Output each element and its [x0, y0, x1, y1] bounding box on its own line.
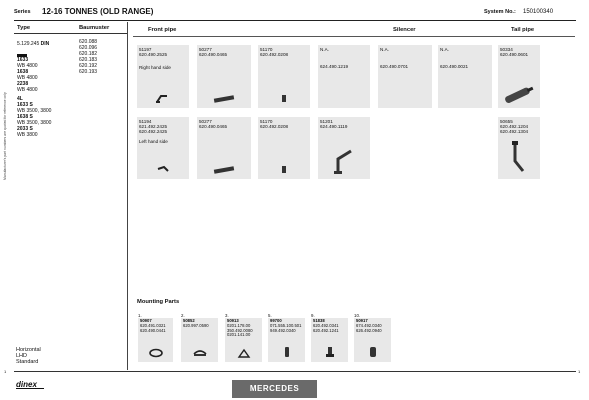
- position-note: Right hand side: [139, 65, 171, 71]
- mount-card-50917[interactable]: [354, 318, 391, 362]
- part-card-51197[interactable]: [137, 45, 189, 108]
- bm-3: 620.182: [79, 51, 98, 57]
- part-card-na-2[interactable]: [378, 45, 432, 108]
- part-number: 51170: [260, 119, 273, 124]
- type-list-1: [17, 57, 38, 93]
- reference-note: Manufacturer's part numbers are quoted for reference only: [3, 92, 7, 180]
- part-card-50334[interactable]: [498, 45, 540, 108]
- oem-line: 620.492.1241: [313, 327, 339, 333]
- oem-number: 620.492.0208: [260, 124, 289, 130]
- part-number: 51194: [139, 119, 152, 124]
- oem-line: 071.555.100.501: [270, 322, 302, 328]
- mount-card-50852[interactable]: [181, 318, 218, 362]
- part-card-50277-b[interactable]: [197, 117, 251, 179]
- part-number: 51170: [260, 47, 273, 52]
- part-number: 51838: [313, 318, 325, 323]
- part-number: 50852: [183, 318, 195, 323]
- type-1633s: 1633 S: [17, 102, 33, 108]
- oem-line: 0201.178.00: [227, 322, 251, 328]
- part-card-na-3[interactable]: [438, 45, 492, 108]
- mount-icon: [368, 346, 378, 358]
- front-pipe-icon: [155, 92, 171, 104]
- left-rule: [14, 33, 127, 34]
- oem-line: 620.491.0321: [140, 322, 166, 328]
- oem-line: 620.492.0341: [313, 322, 339, 328]
- oem-number: 620.490.0601: [500, 52, 529, 58]
- part-number: 50334: [500, 47, 513, 52]
- dinex-logo: [14, 378, 48, 390]
- gasket-icon: [237, 348, 251, 358]
- page-number-left: 1: [4, 369, 7, 374]
- bm-5: 620.192: [79, 63, 98, 69]
- system-number: 150100340: [523, 9, 554, 15]
- oem-number: 624.490.1119: [320, 124, 348, 130]
- part-number: N.A.: [380, 47, 389, 52]
- oem-line: 674.492.0340: [356, 322, 382, 328]
- part-card-51170-b[interactable]: [258, 117, 310, 179]
- part-card-51194[interactable]: [137, 117, 189, 179]
- page-header: [14, 5, 576, 21]
- config-labels: [16, 347, 41, 365]
- clamp-icon: [280, 165, 288, 175]
- oem-number: 620.490.0701: [380, 64, 409, 70]
- series-title: 12-16 TONNES (OLD RANGE): [42, 7, 154, 16]
- bent-pipe-icon: [333, 147, 355, 175]
- type-1638: 1638: [17, 69, 29, 75]
- mount-index: 1.: [138, 313, 142, 318]
- part-number: 99700: [270, 318, 282, 323]
- type-list-2: [17, 96, 51, 138]
- flange-icon: [212, 163, 236, 175]
- bm-6: 620.193: [79, 69, 98, 75]
- system-label: System No.:: [484, 9, 516, 15]
- part-card-na-1[interactable]: [318, 45, 370, 108]
- mount-index: 3.: [225, 313, 229, 318]
- mount-index: 2.: [181, 313, 185, 318]
- orientation-label: Horizontal: [16, 347, 41, 353]
- tail-pipe-header: Tail pipe: [511, 27, 535, 33]
- part-number: 50907: [140, 318, 152, 323]
- ring-icon: [148, 348, 164, 358]
- brand-label: MERCEDES: [232, 380, 317, 398]
- page-number-right: 1: [578, 369, 581, 374]
- part-card-50277[interactable]: [197, 45, 251, 108]
- oem-number: 620.492.0208: [260, 52, 289, 58]
- silencer-icon: [502, 84, 536, 104]
- oem-number: 620.490.2525: [139, 52, 168, 58]
- series-label: Series: [14, 9, 31, 15]
- engine-code-value: 5.129.245: [17, 41, 40, 47]
- footer-rule: [14, 371, 576, 372]
- type-2033s-wb: WB 3800: [17, 132, 38, 138]
- type-2033s: 2033 S: [17, 126, 33, 132]
- type-1638-wb: WB 4800: [17, 75, 38, 81]
- part-number: N.A.: [320, 47, 329, 52]
- engine-code: [17, 41, 49, 47]
- mount-index: 5.: [268, 313, 272, 318]
- oem-number: 620.490.0465: [199, 52, 228, 58]
- type-1633: 1633: [17, 57, 29, 63]
- mount-card-51838[interactable]: [311, 318, 348, 362]
- type-header: Type: [17, 25, 31, 31]
- type-1633-wb: WB 4800: [17, 63, 38, 69]
- oem-number-2: 620.492.1304: [500, 129, 529, 135]
- baumuster-list: [79, 39, 97, 75]
- oem-line: 620.490.0441: [140, 327, 166, 333]
- oem-number: 620.492.1204: [500, 124, 529, 130]
- bm-2: 620.096: [79, 45, 98, 51]
- bm-1: 620.088: [79, 39, 98, 45]
- type-1638s: 1638 S: [17, 114, 33, 120]
- oem-line: 626.492.0940: [356, 327, 382, 333]
- mount-card-50913[interactable]: [225, 318, 262, 362]
- logo-text: dinex: [16, 380, 37, 389]
- type-1633s-wb: WB 3500, 3800: [17, 108, 52, 114]
- part-card-51170[interactable]: [258, 45, 310, 108]
- clamp-icon: [280, 94, 288, 104]
- part-number: 50913: [227, 318, 239, 323]
- header-rule: [14, 20, 576, 21]
- part-number: 50917: [356, 318, 368, 323]
- front-pipe-icon: [156, 163, 170, 175]
- oem-number: 620.490.0021: [440, 64, 469, 70]
- spec-label: Standard: [16, 359, 39, 365]
- oem-number: 621.492.2425: [139, 124, 168, 130]
- bm-4: 620.183: [79, 57, 98, 63]
- bolt-icon: [283, 346, 291, 358]
- part-card-50655[interactable]: [498, 117, 540, 179]
- oem-number-2: 620.492.2425: [139, 129, 168, 135]
- oem-line: 350.492.0080: [227, 327, 253, 333]
- part-number: 51197: [139, 47, 152, 52]
- part-number: 50277: [199, 47, 212, 52]
- type-1638s-wb: WB 3500, 3800: [17, 120, 52, 126]
- mounting-parts-title: Mounting Parts: [137, 299, 180, 305]
- clamp-icon: [192, 348, 208, 358]
- flange-icon: [212, 92, 236, 104]
- part-number: N.A.: [440, 47, 449, 52]
- drive-label: LHD: [16, 353, 28, 359]
- front-pipe-header: Front pipe: [148, 27, 177, 33]
- oem-number: 620.490.0465: [199, 124, 228, 130]
- left-divider: [127, 22, 128, 370]
- engine-suffix: DIN: [40, 41, 50, 47]
- part-number: 50655: [500, 119, 513, 124]
- baumuster-header: Baumuster: [79, 25, 110, 31]
- position-note: Left hand side: [139, 138, 168, 144]
- oem-line: 949.492.0340: [270, 327, 296, 333]
- type-2238: 2238: [17, 81, 29, 87]
- oem-number: 624.490.1219: [320, 64, 349, 70]
- part-card-51201[interactable]: [318, 117, 370, 179]
- mount-card-99700[interactable]: [268, 318, 305, 362]
- hanger-icon: [325, 346, 335, 358]
- tail-pipe-icon: [509, 139, 529, 175]
- type-2238-wb: WB 4800: [17, 87, 38, 93]
- mount-index: 10.: [354, 313, 361, 318]
- group2-symbol: 4L: [17, 96, 23, 102]
- part-number: 50277: [199, 119, 212, 124]
- oem-line: 0201.141.00: [227, 332, 251, 338]
- silencer-header: Silencer: [393, 27, 416, 33]
- oem-line: 620.997.0590: [183, 322, 209, 328]
- mount-card-50907[interactable]: [138, 318, 173, 362]
- part-number: 51201: [320, 119, 333, 124]
- mount-index: 9.: [311, 313, 315, 318]
- columns-rule: [133, 36, 575, 37]
